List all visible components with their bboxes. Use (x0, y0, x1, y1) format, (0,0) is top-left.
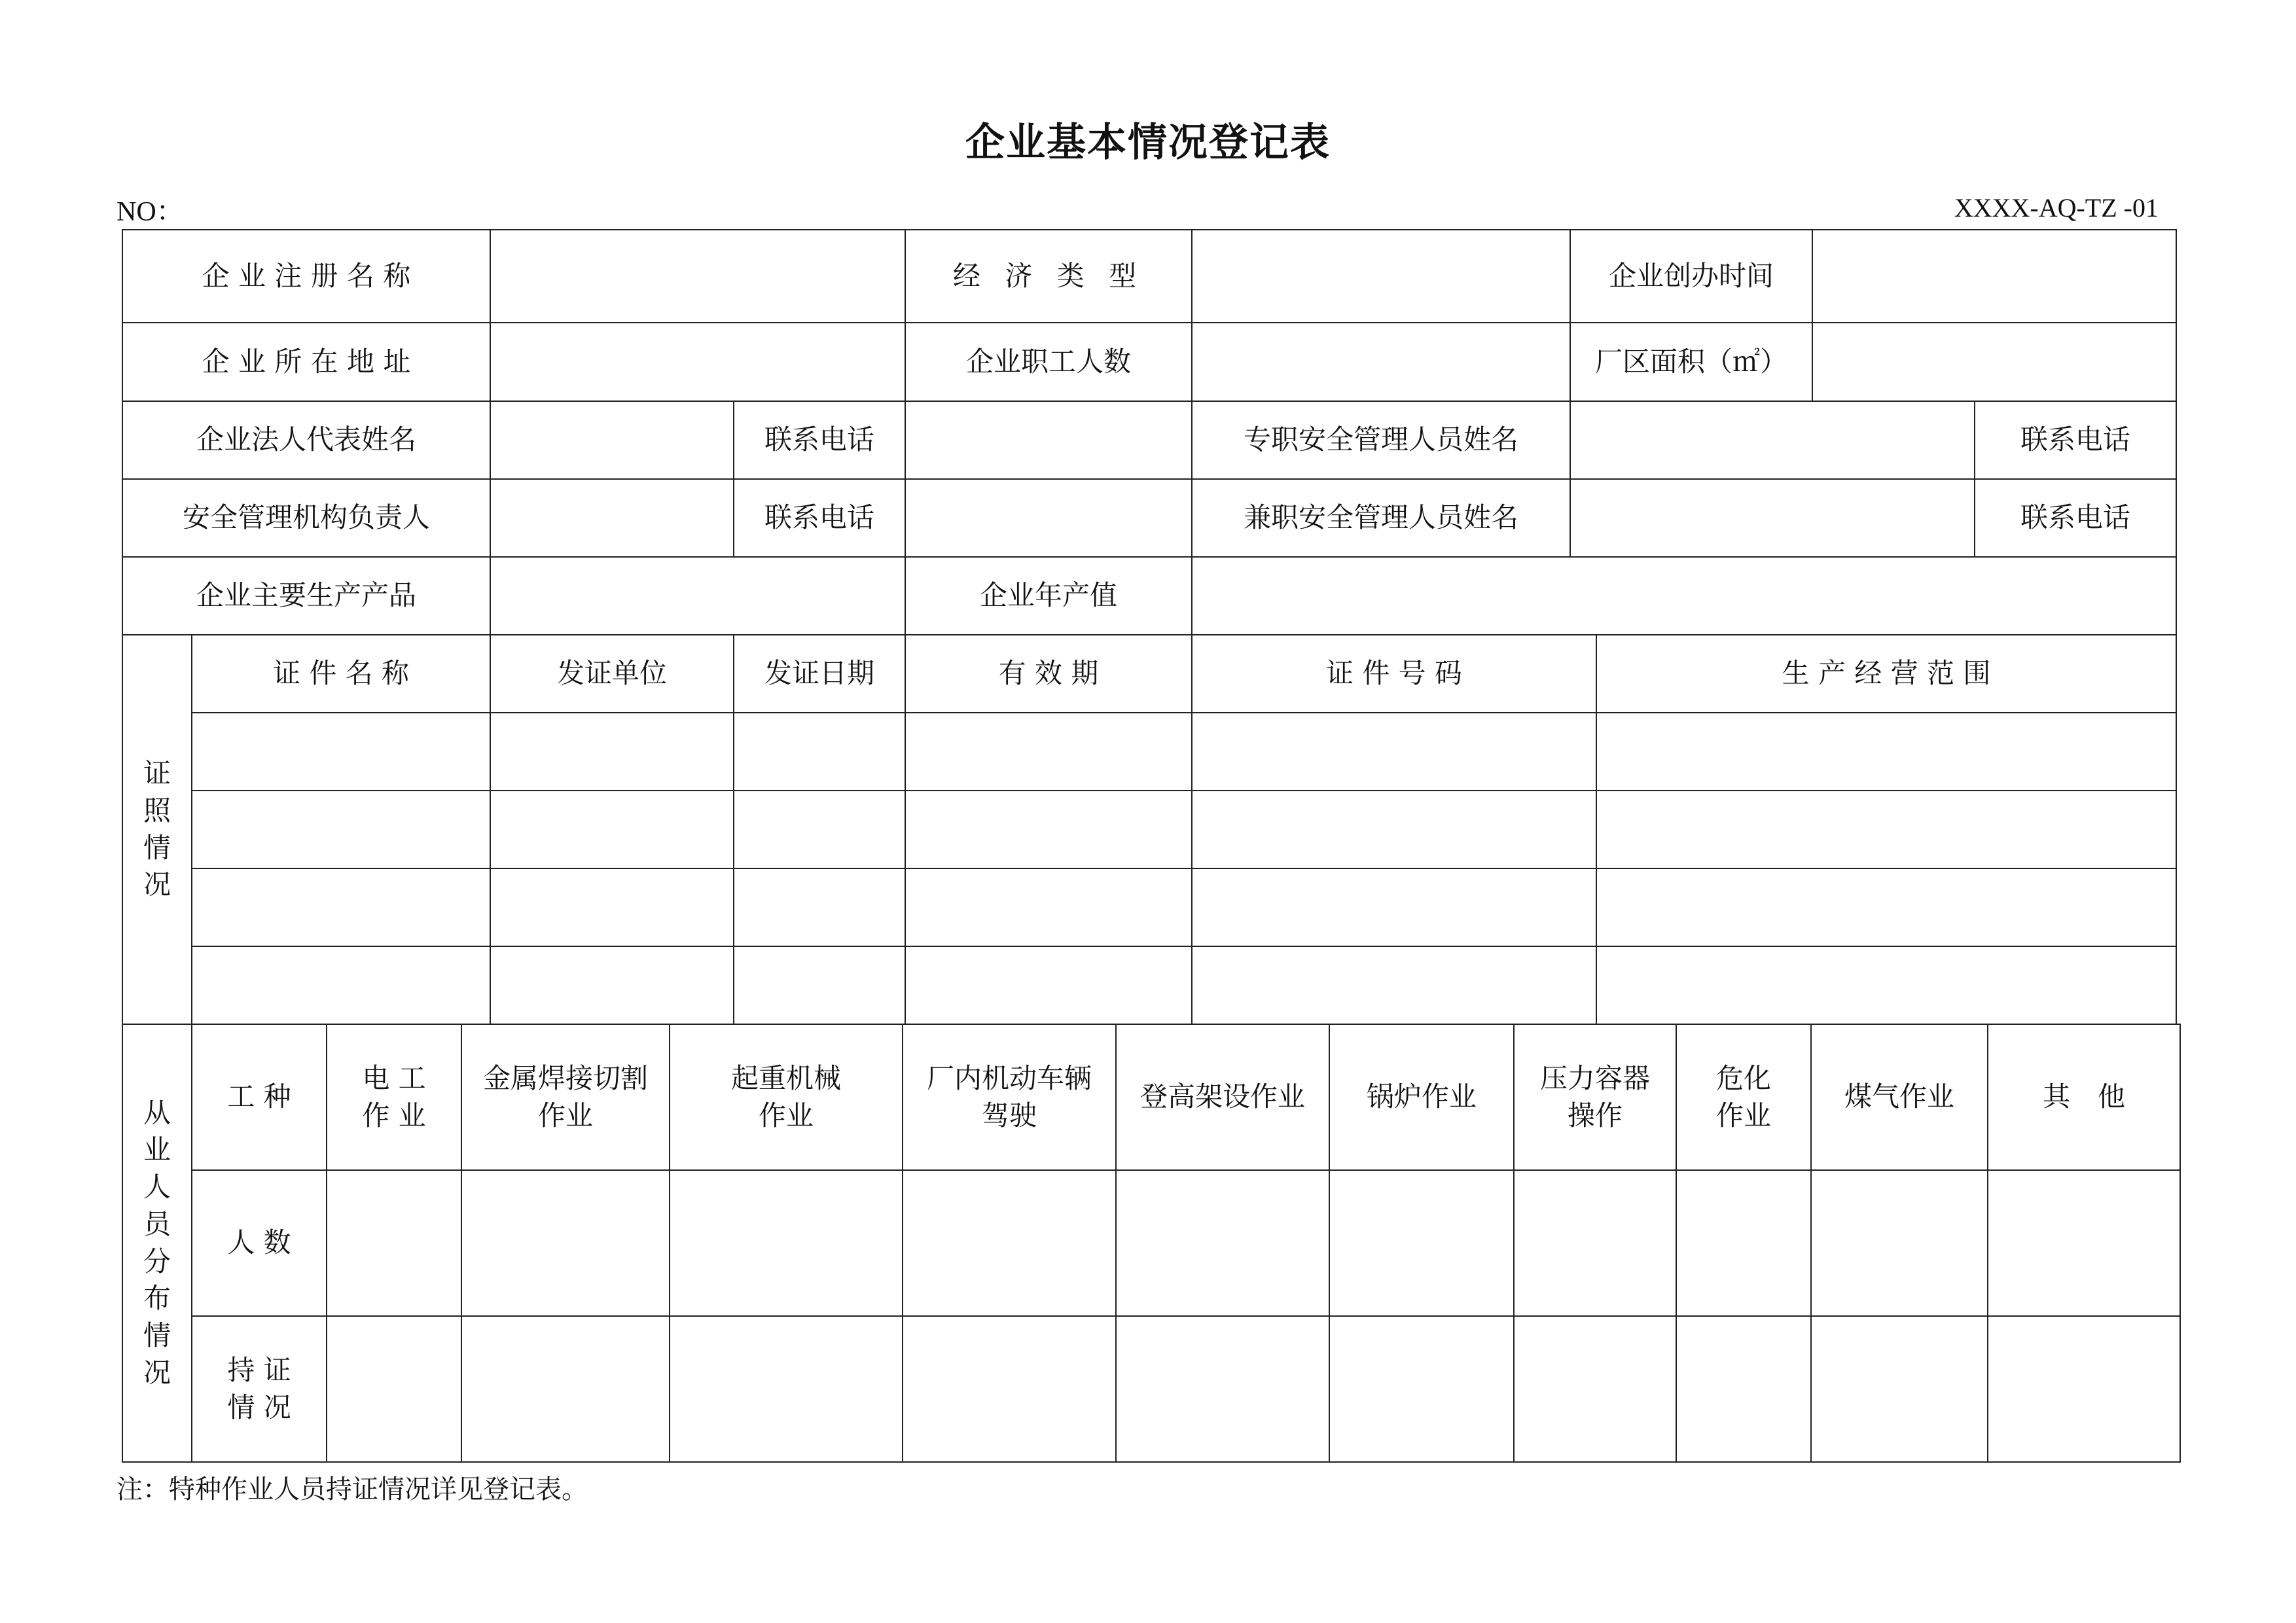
footnote: 注：特种作业人员持证情况详见登记表。 (117, 1474, 588, 1505)
label-staff-count: 企业职工人数 (905, 323, 1192, 401)
license-cell[interactable] (490, 713, 734, 791)
license-cell[interactable] (734, 791, 905, 868)
license-cell[interactable] (905, 713, 1192, 791)
header-cert-name: 证 件 名 称 (192, 635, 490, 713)
license-cell[interactable] (1192, 791, 1596, 868)
type-boiler: 锅炉作业 (1329, 1024, 1514, 1170)
license-row (122, 713, 2176, 791)
cert-cell[interactable] (1811, 1316, 1988, 1462)
type-welding: 金属焊接切割 作业 (461, 1024, 670, 1170)
label-fulltime-safety: 专职安全管理人员姓名 (1192, 401, 1570, 479)
header-issuer: 发证单位 (490, 635, 734, 713)
count-cell[interactable] (1116, 1170, 1329, 1316)
cert-row (122, 1316, 2180, 1462)
license-row (122, 868, 2176, 946)
cert-cell[interactable] (1514, 1316, 1676, 1462)
label-annual-output: 企业年产值 (905, 557, 1192, 635)
type-height-work: 登高架设作业 (1116, 1024, 1329, 1170)
license-cell[interactable] (490, 868, 734, 946)
license-cell[interactable] (905, 946, 1192, 1024)
license-cell[interactable] (192, 946, 490, 1024)
cert-cell[interactable] (461, 1316, 670, 1462)
reg-name-field[interactable] (490, 230, 905, 323)
area-field[interactable] (1812, 323, 2176, 401)
founded-field[interactable] (1812, 230, 2176, 323)
label-cert-status: 持 证 情 况 (192, 1316, 327, 1462)
count-cell[interactable] (1811, 1170, 1988, 1316)
safety-head-phone-field[interactable] (905, 479, 1192, 557)
cert-cell[interactable] (1116, 1316, 1329, 1462)
license-cell[interactable] (192, 713, 490, 791)
label-safety-head: 安全管理机构负责人 (122, 479, 490, 557)
label-legal-rep-phone: 联系电话 (734, 401, 905, 479)
header-cert-number: 证 件 号 码 (1192, 635, 1596, 713)
annual-output-field[interactable] (1192, 557, 2176, 635)
license-cell[interactable] (734, 713, 905, 791)
cert-cell[interactable] (903, 1316, 1116, 1462)
page-title: 企业基本情况登记表 (965, 120, 1331, 166)
cert-cell[interactable] (1988, 1316, 2180, 1462)
license-cell[interactable] (905, 868, 1192, 946)
license-cell[interactable] (192, 868, 490, 946)
license-row (122, 791, 2176, 868)
type-lifting: 起重机械 作业 (670, 1024, 903, 1170)
main-products-field[interactable] (490, 557, 905, 635)
license-cell[interactable] (1596, 713, 2176, 791)
label-founded: 企业创办时间 (1570, 230, 1812, 323)
license-section-label: 证 照 情 况 (122, 635, 192, 1024)
label-legal-rep: 企业法人代表姓名 (122, 401, 490, 479)
safety-head-field[interactable] (490, 479, 734, 557)
type-gas: 煤气作业 (1811, 1024, 1988, 1170)
legal-rep-field[interactable] (490, 401, 734, 479)
header-validity: 有 效 期 (905, 635, 1192, 713)
license-cell[interactable] (1596, 791, 2176, 868)
license-cell[interactable] (1192, 868, 1596, 946)
label-main-products: 企业主要生产产品 (122, 557, 490, 635)
fulltime-safety-field[interactable] (1570, 401, 1975, 479)
license-cell[interactable] (192, 791, 490, 868)
cert-cell[interactable] (1329, 1316, 1514, 1462)
basic-info-table (122, 229, 2177, 635)
count-cell[interactable] (327, 1170, 461, 1316)
count-cell[interactable] (903, 1170, 1116, 1316)
type-pressure-vessel: 压力容器 操作 (1514, 1024, 1676, 1170)
no-label: NO： (117, 197, 184, 227)
label-count: 人 数 (192, 1170, 327, 1316)
count-cell[interactable] (1329, 1170, 1514, 1316)
type-other: 其 他 (1988, 1024, 2180, 1170)
workers-section-label: 从 业 人 员 分 布 情 况 (122, 1024, 192, 1462)
count-cell[interactable] (461, 1170, 670, 1316)
license-cell[interactable] (905, 791, 1192, 868)
license-cell[interactable] (490, 946, 734, 1024)
count-cell[interactable] (670, 1170, 903, 1316)
label-address: 企 业 所 在 地 址 (122, 323, 490, 401)
cert-cell[interactable] (670, 1316, 903, 1462)
cert-cell[interactable] (327, 1316, 461, 1462)
document-code: XXXX-AQ-TZ -01 (1954, 193, 2159, 223)
license-cell[interactable] (734, 946, 905, 1024)
label-parttime-phone: 联系电话 (1975, 479, 2176, 557)
type-electrician: 电 工 作 业 (327, 1024, 461, 1170)
address-field[interactable] (490, 323, 905, 401)
label-work-type: 工 种 (192, 1024, 327, 1170)
econ-type-field[interactable] (1192, 230, 1570, 323)
label-fulltime-phone: 联系电话 (1975, 401, 2176, 479)
parttime-safety-field[interactable] (1570, 479, 1975, 557)
label-safety-head-phone: 联系电话 (734, 479, 905, 557)
staff-count-field[interactable] (1192, 323, 1570, 401)
header-business-scope: 生 产 经 营 范 围 (1596, 635, 2176, 713)
license-table (122, 634, 2177, 1025)
label-parttime-safety: 兼职安全管理人员姓名 (1192, 479, 1570, 557)
license-cell[interactable] (1192, 713, 1596, 791)
label-econ-type: 经 济 类 型 (905, 230, 1192, 323)
license-cell[interactable] (1596, 868, 2176, 946)
type-hazchem: 危化 作业 (1676, 1024, 1811, 1170)
header-issue-date: 发证日期 (734, 635, 905, 713)
label-reg-name: 企 业 注 册 名 称 (122, 230, 490, 323)
license-cell[interactable] (1192, 946, 1596, 1024)
label-area: 厂区面积（㎡） (1570, 323, 1812, 401)
license-cell[interactable] (734, 868, 905, 946)
license-cell[interactable] (1596, 946, 2176, 1024)
count-row (122, 1170, 2180, 1316)
count-cell[interactable] (1514, 1170, 1676, 1316)
cert-cell[interactable] (1676, 1316, 1811, 1462)
type-vehicle: 厂内机动车辆 驾驶 (903, 1024, 1116, 1170)
legal-rep-phone-field[interactable] (905, 401, 1192, 479)
workers-table (122, 1024, 2181, 1463)
count-cell[interactable] (1676, 1170, 1811, 1316)
count-cell[interactable] (1988, 1170, 2180, 1316)
license-row (122, 946, 2176, 1024)
license-cell[interactable] (490, 791, 734, 868)
